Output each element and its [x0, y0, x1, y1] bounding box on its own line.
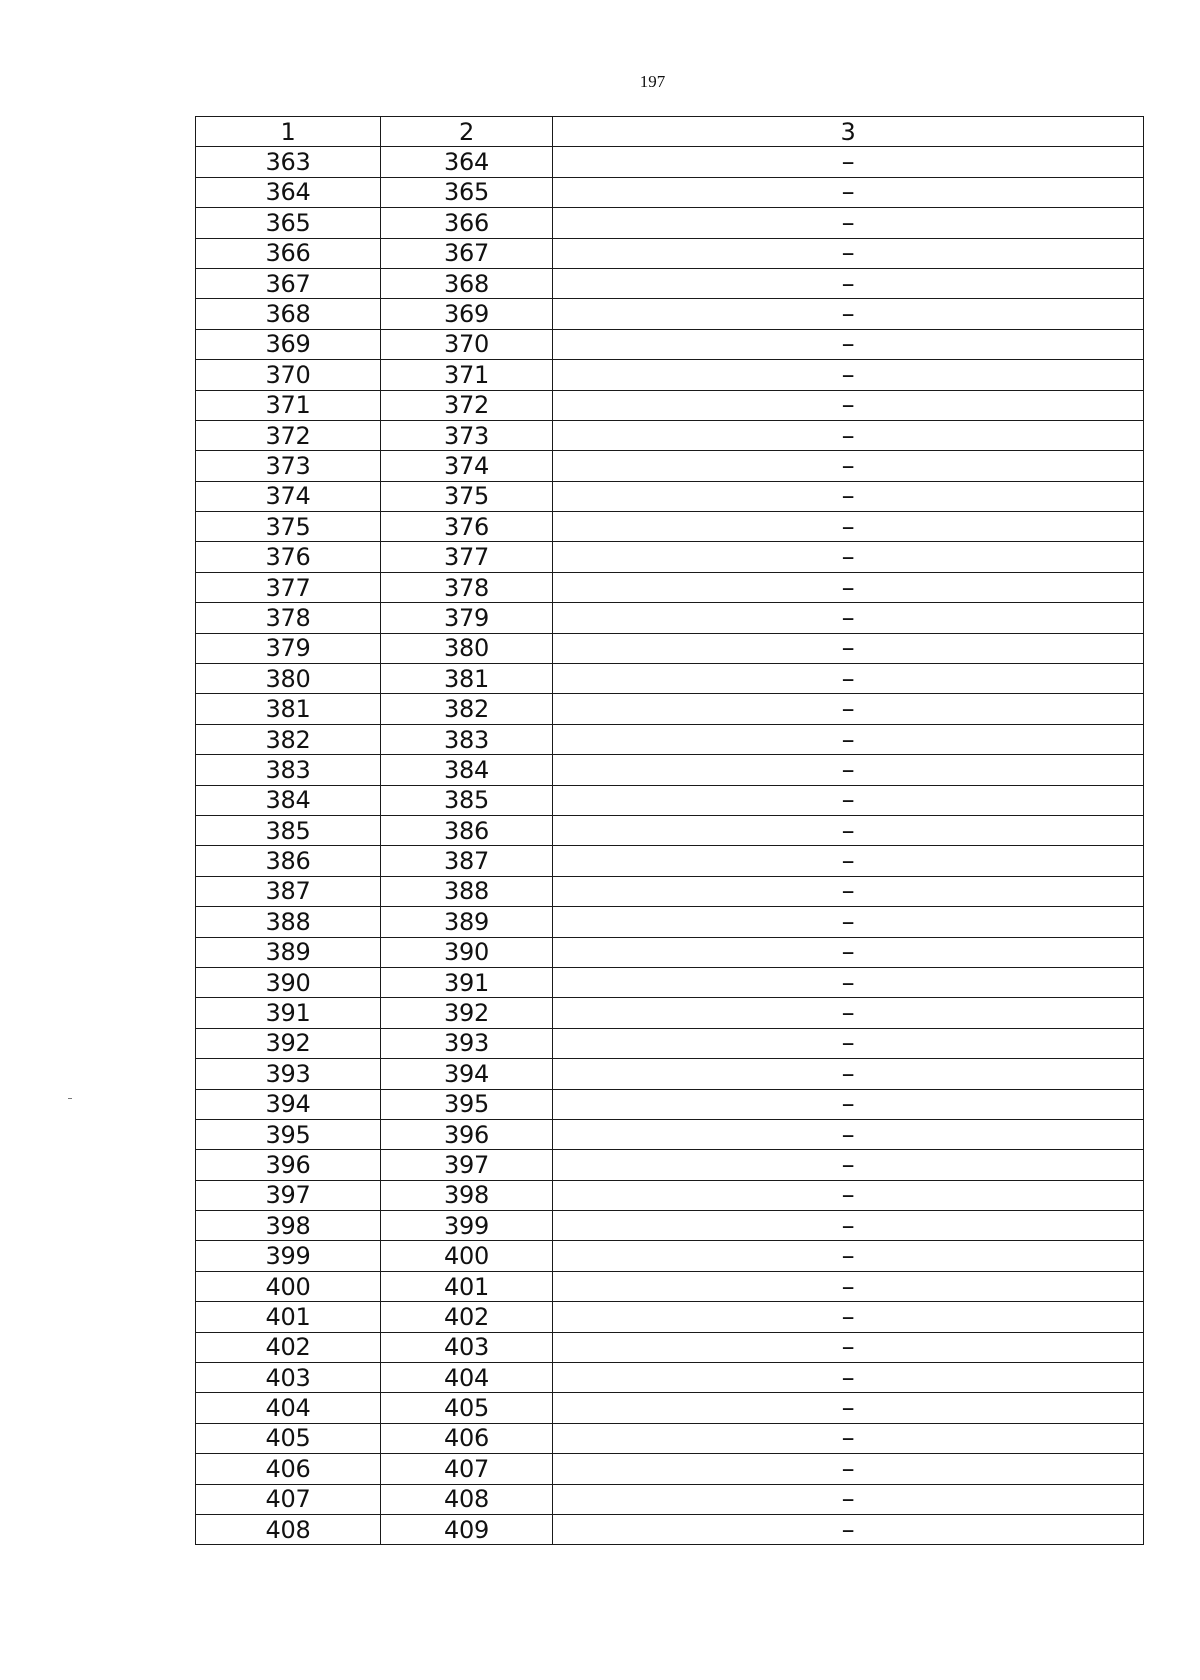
table-cell-col2: 409	[381, 1514, 553, 1544]
table-row	[196, 177, 1144, 207]
table-cell-col3: –	[553, 1514, 1144, 1544]
table-cell-col3: –	[553, 1332, 1144, 1362]
table-cell-col2: 383	[381, 724, 553, 754]
table-row	[196, 967, 1144, 997]
table-cell-col2: 370	[381, 329, 553, 359]
table-cell-col1: 393	[196, 1059, 381, 1089]
table-row	[196, 1454, 1144, 1484]
scan-speck	[68, 1098, 72, 1099]
table-cell-col1: 371	[196, 390, 381, 420]
table-row	[196, 390, 1144, 420]
table-cell-col3: –	[553, 1393, 1144, 1423]
table-row	[196, 147, 1144, 177]
table-cell-col1: 372	[196, 420, 381, 450]
table-cell-col1: 399	[196, 1241, 381, 1271]
table-cell-col1: 395	[196, 1119, 381, 1149]
table-cell-col2: 404	[381, 1363, 553, 1393]
table-cell-col1: 376	[196, 542, 381, 572]
table-row	[196, 329, 1144, 359]
table-row	[196, 451, 1144, 481]
table-cell-col3: –	[553, 694, 1144, 724]
table-row	[196, 1211, 1144, 1241]
table-row	[196, 998, 1144, 1028]
table-cell-col1: 391	[196, 998, 381, 1028]
table-cell-col2: 399	[381, 1211, 553, 1241]
table-cell-col2: 408	[381, 1484, 553, 1514]
table-cell-col3: –	[553, 603, 1144, 633]
table-cell-col1: 370	[196, 360, 381, 390]
table-row	[196, 572, 1144, 602]
table-cell-col2: 406	[381, 1423, 553, 1453]
table-cell-col3: –	[553, 572, 1144, 602]
table-cell-col2: 379	[381, 603, 553, 633]
table-cell-col3: –	[553, 967, 1144, 997]
table-cell-col3: –	[553, 268, 1144, 298]
table-cell-col3: –	[553, 1059, 1144, 1089]
table-cell-col3: –	[553, 1028, 1144, 1058]
table-cell-col1: 375	[196, 512, 381, 542]
table-cell-col2: 369	[381, 299, 553, 329]
table-cell-col3: –	[553, 1180, 1144, 1210]
table-row	[196, 360, 1144, 390]
table-cell-col2: 373	[381, 420, 553, 450]
table-cell-col1: 400	[196, 1271, 381, 1301]
table-cell-col3: –	[553, 177, 1144, 207]
table-cell-col2: 393	[381, 1028, 553, 1058]
table-cell-col1: 378	[196, 603, 381, 633]
table-cell-col1: 380	[196, 664, 381, 694]
table-cell-col2: 386	[381, 815, 553, 845]
table-cell-col1: 385	[196, 815, 381, 845]
table-row	[196, 724, 1144, 754]
table-row	[196, 1484, 1144, 1514]
table-cell-col1: 387	[196, 876, 381, 906]
table-cell-col1: 402	[196, 1332, 381, 1362]
table-row	[196, 1059, 1144, 1089]
table-cell-col3: –	[553, 755, 1144, 785]
table-row	[196, 208, 1144, 238]
table-row	[196, 633, 1144, 663]
table-cell-col3: –	[553, 1271, 1144, 1301]
table-cell-col2: 377	[381, 542, 553, 572]
table-row	[196, 785, 1144, 815]
table-cell-col1: 406	[196, 1454, 381, 1484]
table-row	[196, 1302, 1144, 1332]
table-cell-col2: 392	[381, 998, 553, 1028]
table-cell-col2: 381	[381, 664, 553, 694]
table-cell-col2: 395	[381, 1089, 553, 1119]
table-cell-col2: 405	[381, 1393, 553, 1423]
table-cell-col2: 391	[381, 967, 553, 997]
table-cell-col2: 372	[381, 390, 553, 420]
table-row	[196, 238, 1144, 268]
table-header-row	[196, 117, 1144, 147]
table-row	[196, 299, 1144, 329]
table-row	[196, 1332, 1144, 1362]
table-cell-col3: –	[553, 937, 1144, 967]
table-row	[196, 603, 1144, 633]
table-cell-col1: 397	[196, 1180, 381, 1210]
table-cell-col2: 402	[381, 1302, 553, 1332]
table-cell-col2: 366	[381, 208, 553, 238]
table-cell-col1: 404	[196, 1393, 381, 1423]
table-row	[196, 1241, 1144, 1271]
table-row	[196, 420, 1144, 450]
table-row	[196, 815, 1144, 845]
table-cell-col3: –	[553, 542, 1144, 572]
table-cell-col2: 389	[381, 907, 553, 937]
table-cell-col3: –	[553, 1150, 1144, 1180]
table-cell-col3: –	[553, 633, 1144, 663]
table-cell-col2: 382	[381, 694, 553, 724]
table-cell-col3: –	[553, 1484, 1144, 1514]
table-cell-col2: 400	[381, 1241, 553, 1271]
table-cell-col2: 390	[381, 937, 553, 967]
table-cell-col1: 363	[196, 147, 381, 177]
table-cell-col3: –	[553, 1423, 1144, 1453]
table-cell-col3: –	[553, 1363, 1144, 1393]
table-row	[196, 846, 1144, 876]
table-cell-col2: 367	[381, 238, 553, 268]
table-cell-col2: 403	[381, 1332, 553, 1362]
table-cell-col2: 401	[381, 1271, 553, 1301]
table-row	[196, 1028, 1144, 1058]
table-cell-col2: 375	[381, 481, 553, 511]
table-cell-col3: –	[553, 1119, 1144, 1149]
table-cell-col3: –	[553, 664, 1144, 694]
table-cell-col1: 364	[196, 177, 381, 207]
table-cell-col2: 398	[381, 1180, 553, 1210]
table-row	[196, 755, 1144, 785]
table-cell-col3: –	[553, 360, 1144, 390]
table-cell-col2: 394	[381, 1059, 553, 1089]
table-row	[196, 1119, 1144, 1149]
table-cell-col3: –	[553, 815, 1144, 845]
table-cell-col3: –	[553, 238, 1144, 268]
table-cell-col1: 389	[196, 937, 381, 967]
table-row	[196, 1180, 1144, 1210]
table-cell-col3: –	[553, 1211, 1144, 1241]
table-cell-col1: 394	[196, 1089, 381, 1119]
table-cell-col3: –	[553, 512, 1144, 542]
table-cell-col1: 408	[196, 1514, 381, 1544]
table-cell-col1: 390	[196, 967, 381, 997]
table-cell-col1: 407	[196, 1484, 381, 1514]
table-cell-col1: 405	[196, 1423, 381, 1453]
table-row	[196, 937, 1144, 967]
table-cell-col3: –	[553, 1089, 1144, 1119]
table-cell-col2: 387	[381, 846, 553, 876]
header-cell-col1: 1	[196, 117, 381, 147]
table-cell-col2: 376	[381, 512, 553, 542]
table-cell-col3: –	[553, 390, 1144, 420]
table-cell-col2: 407	[381, 1454, 553, 1484]
table-cell-col2: 365	[381, 177, 553, 207]
table-row	[196, 876, 1144, 906]
table-row	[196, 512, 1144, 542]
table-row	[196, 694, 1144, 724]
page-number: 197	[639, 72, 666, 91]
table-cell-col2: 385	[381, 785, 553, 815]
table-row	[196, 542, 1144, 572]
table-row	[196, 664, 1144, 694]
table-cell-col1: 382	[196, 724, 381, 754]
table-row	[196, 907, 1144, 937]
table-cell-col3: –	[553, 1302, 1144, 1332]
table-cell-col1: 377	[196, 572, 381, 602]
table-cell-col1: 396	[196, 1150, 381, 1180]
table-cell-col1: 381	[196, 694, 381, 724]
table-cell-col2: 380	[381, 633, 553, 663]
table-cell-col2: 368	[381, 268, 553, 298]
table-cell-col1: 373	[196, 451, 381, 481]
table-cell-col2: 397	[381, 1150, 553, 1180]
table-cell-col2: 384	[381, 755, 553, 785]
table-cell-col1: 383	[196, 755, 381, 785]
table-cell-col3: –	[553, 876, 1144, 906]
table-cell-col1: 379	[196, 633, 381, 663]
table-cell-col3: –	[553, 785, 1144, 815]
table-cell-col1: 392	[196, 1028, 381, 1058]
table-cell-col1: 368	[196, 299, 381, 329]
table-cell-col3: –	[553, 907, 1144, 937]
table-cell-col3: –	[553, 329, 1144, 359]
table-row	[196, 1089, 1144, 1119]
table-cell-col3: –	[553, 481, 1144, 511]
table-row	[196, 268, 1144, 298]
table-row	[196, 1423, 1144, 1453]
table-cell-col1: 367	[196, 268, 381, 298]
table-row	[196, 481, 1144, 511]
table-cell-col2: 396	[381, 1119, 553, 1149]
table-cell-col1: 374	[196, 481, 381, 511]
table-cell-col3: –	[553, 1241, 1144, 1271]
table-cell-col2: 374	[381, 451, 553, 481]
table-cell-col3: –	[553, 998, 1144, 1028]
table-row	[196, 1393, 1144, 1423]
table-cell-col1: 401	[196, 1302, 381, 1332]
table-cell-col1: 384	[196, 785, 381, 815]
table-cell-col1: 366	[196, 238, 381, 268]
table-cell-col2: 388	[381, 876, 553, 906]
table-cell-col2: 364	[381, 147, 553, 177]
table-cell-col3: –	[553, 846, 1144, 876]
table-row	[196, 1363, 1144, 1393]
table-cell-col3: –	[553, 420, 1144, 450]
table-cell-col3: –	[553, 208, 1144, 238]
table-cell-col1: 388	[196, 907, 381, 937]
table-cell-col3: –	[553, 451, 1144, 481]
data-table	[195, 116, 1144, 1545]
table-cell-col1: 365	[196, 208, 381, 238]
table-cell-col1: 398	[196, 1211, 381, 1241]
table-cell-col1: 386	[196, 846, 381, 876]
table-cell-col3: –	[553, 724, 1144, 754]
table-cell-col3: –	[553, 1454, 1144, 1484]
table-row	[196, 1514, 1144, 1544]
table-cell-col1: 403	[196, 1363, 381, 1393]
table-cell-col2: 371	[381, 360, 553, 390]
table-cell-col3: –	[553, 147, 1144, 177]
table-cell-col3: –	[553, 299, 1144, 329]
header-cell-col3: 3	[553, 117, 1144, 147]
table-cell-col2: 378	[381, 572, 553, 602]
table-row	[196, 1150, 1144, 1180]
table-row	[196, 1271, 1144, 1301]
header-cell-col2: 2	[381, 117, 553, 147]
table-cell-col1: 369	[196, 329, 381, 359]
